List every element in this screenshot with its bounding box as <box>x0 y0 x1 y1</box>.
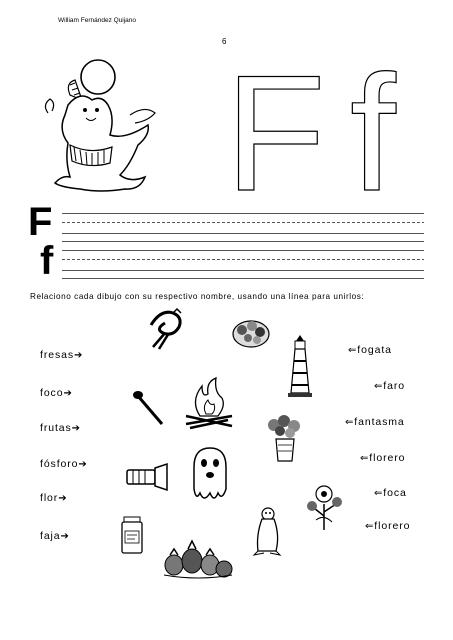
left-word-foco: foco➔ <box>40 387 73 399</box>
left-word-fresas: fresas➔ <box>40 349 84 361</box>
page-number: 6 <box>222 37 227 46</box>
lighthouse-picture <box>285 333 315 398</box>
flower-vase-picture <box>262 415 307 463</box>
belt-sash-picture <box>143 305 191 350</box>
ghost-picture <box>190 445 230 505</box>
strawberries-picture <box>160 535 235 580</box>
left-word-flor: flor➔ <box>40 492 68 504</box>
seal-with-ball-illustration <box>30 55 170 200</box>
bonfire-picture <box>180 376 238 431</box>
right-word-fantasma: ⇐fantasma <box>345 416 405 428</box>
right-word-fogata: ⇐fogata <box>348 344 392 356</box>
left-word-fosforo: fósforo➔ <box>40 458 88 470</box>
exercise-instruction: Relaciono cada dibujo con su respectivo nombre, usando una línea para unirlos: <box>30 292 365 301</box>
flower-picture <box>302 480 346 532</box>
left-word-frutas: frutas➔ <box>40 422 81 434</box>
right-word-faro: ⇐faro <box>374 380 405 392</box>
jar-picture <box>120 515 144 555</box>
left-word-faja: faja➔ <box>40 530 70 542</box>
right-word-florero: ⇐florero <box>360 452 406 464</box>
outlined-letter-upper: F <box>225 70 326 195</box>
right-word-foca: ⇐foca <box>374 487 407 499</box>
author-name: William Fernández Quijano <box>58 17 137 24</box>
fruit-picture <box>230 312 272 352</box>
outlined-letters <box>225 70 425 195</box>
match-picture <box>130 388 170 428</box>
right-word-florero-2: ⇐florero <box>365 520 411 532</box>
practice-letter-lower: f <box>40 239 54 283</box>
outlined-letter-lower: f <box>350 70 396 195</box>
flashlight-picture <box>123 462 175 492</box>
practice-letter-upper: F <box>28 200 53 244</box>
seal-picture <box>252 505 282 557</box>
